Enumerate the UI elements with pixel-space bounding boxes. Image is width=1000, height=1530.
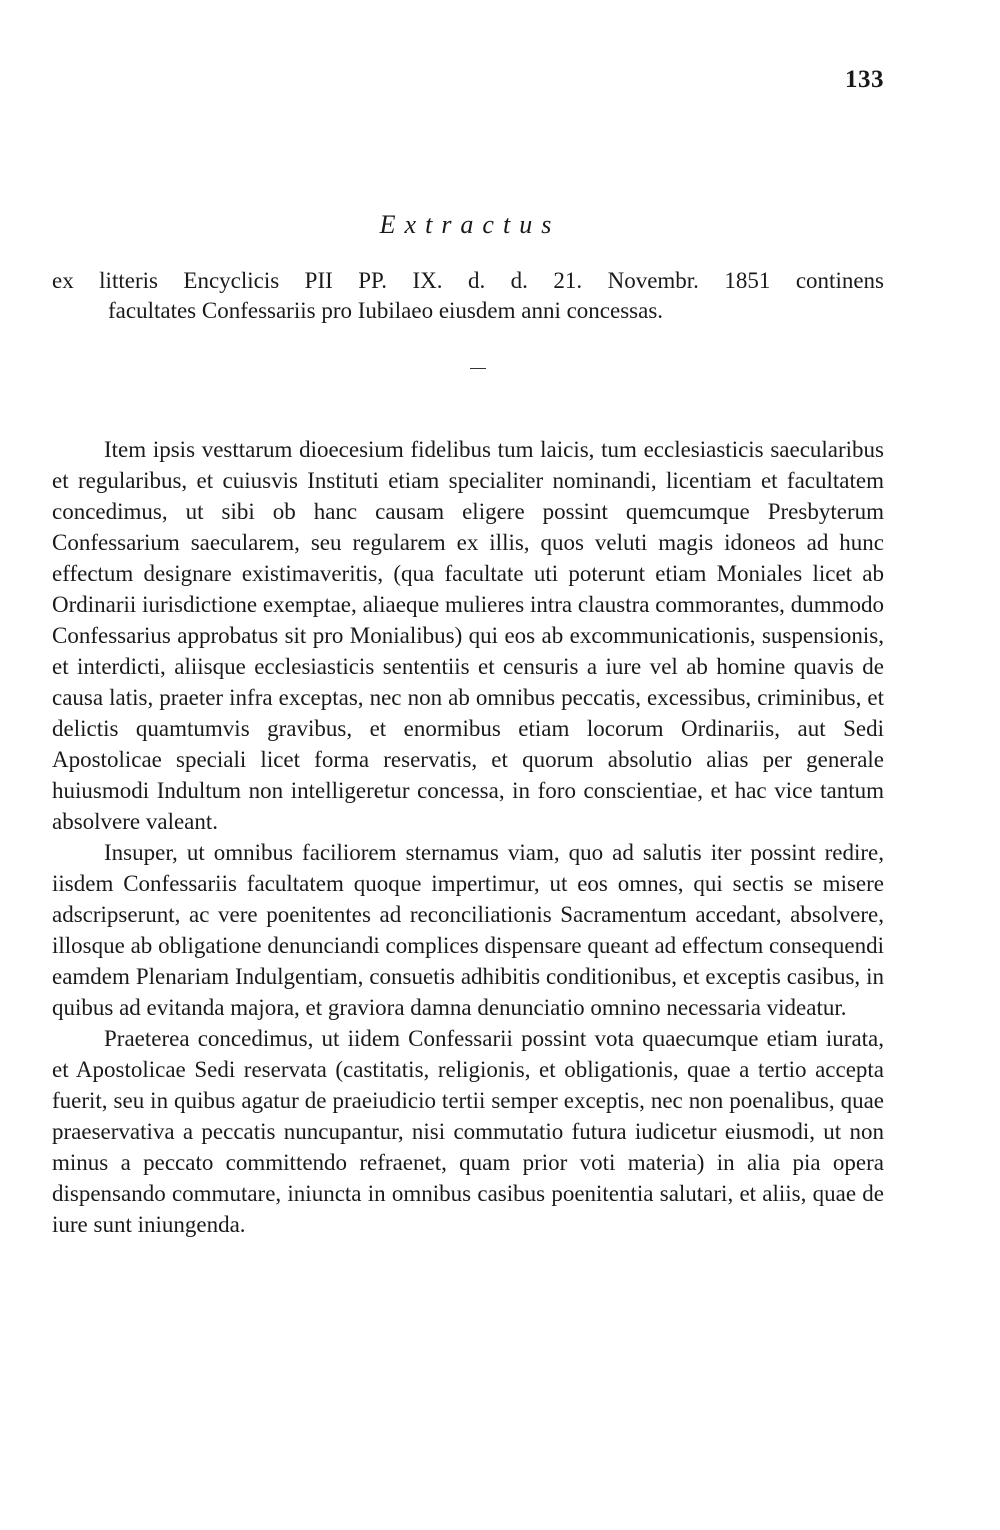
paragraph: Praeterea concedimus, ut iidem Confessarii possint vota quaecumque etiam iurata, et Apostolicae Sedi reservata (castitatis, religionis, et obligationis, quae a tertio accepta fuerit, seu in quibus agatur de praeiudicio tertii semper exceptis, nec non poenalibus, quae praeservativa a peccatis nuncupantur, nisi commutatio futura iudicetur eiusmodi, ut non minus a peccato committendo refraenet, quam prior voti materia) in alia pia opera dispensando commutare, iniuncta in omnibus casibus poenitentia salutari, et aliis, quae de iure sunt iniungenda. (52, 1026, 884, 1237)
subtitle-line-2: facultates Confessariis pro Iubilaeo eiusdem anni concessas. (108, 298, 664, 323)
page-number: 133 (845, 66, 884, 93)
divider (470, 368, 486, 369)
body-text (52, 434, 884, 1240)
subtitle (52, 266, 884, 326)
paragraph: Item ipsis vesttarum dioecesium fidelibus tum laicis, tum ecclesiasticis saecularibus et regularibus, et cuiusvis Instituti etiam specialiter nominandi, licentiam et facultatem concedimus, ut sibi ob hanc causam eligere possint quemcumque Presbyterum Confessarium saecularem, seu regularem ex illis, quos veluti magis idoneos ad hunc effectum designare existimaveritis, (qua facultate uti poterunt etiam Moniales licet ab Ordinarii iurisdictione exemptae, aliaeque mulieres intra claustra commorantes, dummodo Confessarius approbatus sit pro Monialibus) qui eos ab excommunicationis, suspensionis, et interdicti, aliisque ecclesiasticis sententiis et censuris a iure vel ab homine quavis de causa latis, praeter infra exceptas, nec non ab omnibus peccatis, excessibus, criminibus, et delictis quamtumvis gravibus, et enormibus etiam locorum Ordinariis, aut Sedi Apostolicae speciali licet forma reservatis, et quorum absolutio alias per generale huiusmodi Indultum non intelligeretur concessa, in foro conscientiae, et hac vice tantum absolvere valeant. (52, 437, 884, 834)
paragraph: Insuper, ut omnibus faciliorem sternamus viam, quo ad salutis iter possint redire, iisdem Confessariis facultatem quoque impertimur, ut eos omnes, qui sectis se misere adscripserunt, ac vere poenitentes ad reconciliationis Sacramentum accedant, absolvere, illosque ab obligatione denunciandi complices dispensare queant ad effectum consequendi eamdem Plenariam Indulgentiam, consuetis adhibitis conditionibus, et exceptis casibus, in quibus ad evitanda majora, et graviora damna denunciatio omnino necessaria videatur. (52, 840, 884, 1020)
page-title: Extractus (379, 210, 561, 239)
subtitle-line-1: ex litteris Encyclicis PII PP. IX. d. d. 21. Novembr. 1851 continens (52, 268, 884, 293)
